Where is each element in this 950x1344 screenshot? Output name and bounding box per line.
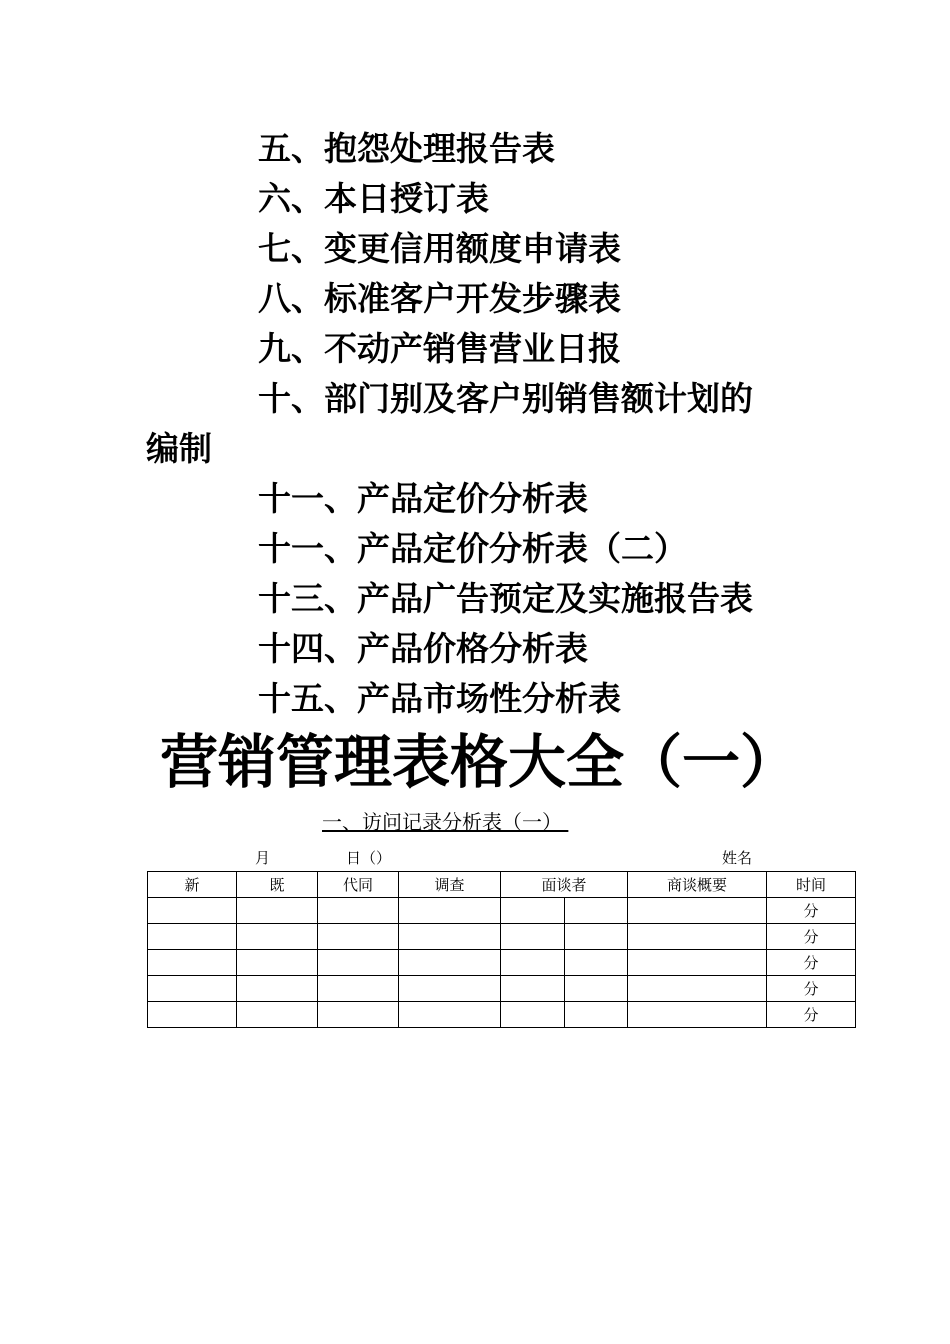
header-accompany: 代同 [318,872,399,898]
time-cell: 分 [767,924,856,950]
toc-item: 八、标准客户开发步骤表 [258,279,621,318]
header-summary: 商谈概要 [628,872,767,898]
table-cell[interactable] [501,924,565,950]
day-label: 日（） [346,849,392,867]
section-title: 一、访问记录分析表（一） [322,810,569,834]
header-new: 新 [148,872,237,898]
header-survey: 调查 [399,872,501,898]
table-row [148,1002,856,1028]
toc-item: 十一、产品定价分析表（二） [258,529,687,568]
table-cell[interactable] [565,898,628,924]
toc-item-continuation: 编制 [146,429,212,468]
table-cell[interactable] [628,976,767,1002]
table-row [148,924,856,950]
table-row [148,950,856,976]
table-cell[interactable] [565,950,628,976]
table-cell[interactable] [237,924,318,950]
time-cell: 分 [767,976,856,1002]
table-cell[interactable] [399,898,501,924]
time-cell: 分 [767,950,856,976]
document-title: 营销管理表格大全（一） [160,728,799,796]
table-row [148,976,856,1002]
table-cell[interactable] [237,976,318,1002]
month-label: 月 [255,849,271,867]
time-cell: 分 [767,898,856,924]
toc-item: 九、不动产销售营业日报 [258,329,621,368]
toc-item: 十五、产品市场性分析表 [258,679,621,718]
time-cell: 分 [767,1002,856,1028]
toc-item: 六、本日授订表 [258,179,489,218]
toc-item: 十三、产品广告预定及实施报告表 [258,579,753,618]
table-cell[interactable] [628,1002,767,1028]
header-time: 时间 [767,872,856,898]
name-label: 姓名 [722,849,753,867]
table-cell[interactable] [501,1002,565,1028]
table-cell[interactable] [399,924,501,950]
toc-item: 十四、产品价格分析表 [258,629,588,668]
table-cell[interactable] [148,898,237,924]
table-cell[interactable] [628,898,767,924]
table-cell[interactable] [237,898,318,924]
table-cell[interactable] [628,950,767,976]
table-cell[interactable] [148,950,237,976]
toc-item: 五、抱怨处理报告表 [258,129,555,168]
table-cell[interactable] [318,976,399,1002]
table-cell[interactable] [501,950,565,976]
table-cell[interactable] [501,976,565,1002]
visit-record-table [147,871,856,1028]
table-cell[interactable] [237,950,318,976]
table-cell[interactable] [318,924,399,950]
table-cell[interactable] [501,898,565,924]
table-cell[interactable] [237,1002,318,1028]
table-cell[interactable] [318,898,399,924]
table-row [148,898,856,924]
table-cell[interactable] [628,924,767,950]
table-cell[interactable] [565,1002,628,1028]
table-cell[interactable] [399,950,501,976]
table-cell[interactable] [148,976,237,1002]
table-cell[interactable] [565,976,628,1002]
table-cell[interactable] [565,924,628,950]
toc-item: 七、变更信用额度申请表 [258,229,621,268]
table-cell[interactable] [399,976,501,1002]
header-existing: 既 [237,872,318,898]
table-header-row [148,872,856,898]
toc-item: 十、部门别及客户别销售额计划的 [258,379,753,418]
header-interviewee: 面谈者 [501,872,628,898]
table-of-contents [0,124,950,724]
table-cell[interactable] [399,1002,501,1028]
toc-item: 十一、产品定价分析表 [258,479,588,518]
table-cell[interactable] [318,950,399,976]
table-cell[interactable] [148,1002,237,1028]
table-cell[interactable] [148,924,237,950]
table-cell[interactable] [318,1002,399,1028]
